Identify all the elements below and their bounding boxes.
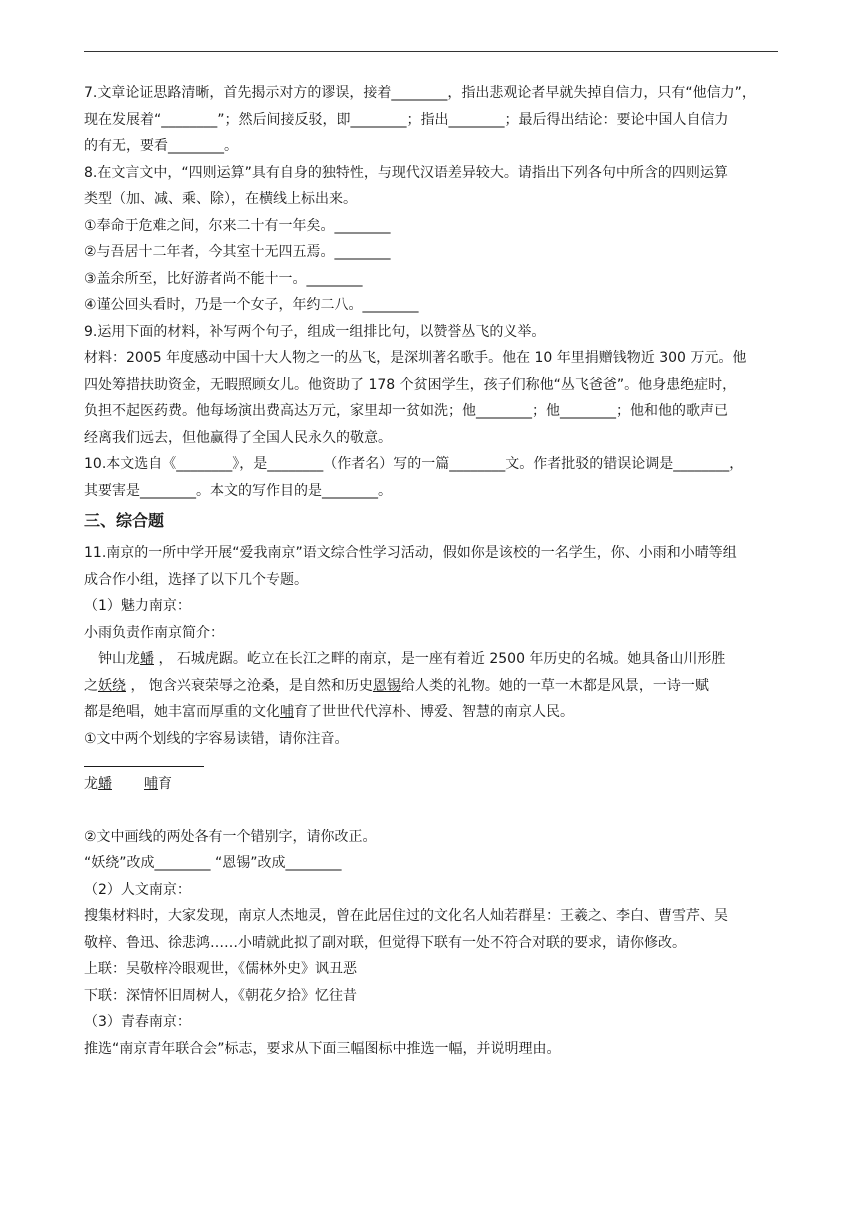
- word-list: [84, 771, 778, 798]
- q9-line: 材料：2005 年度感动中国十大人物之一的丛飞，是深圳著名歌手。他在 10 年里捐赠钱物近 300 万元。他: [84, 350, 747, 366]
- q9-line: 负担不起医药费。他每场演出费高达万元，家里却一贫如洗；他________；他________；他和他的歌声已: [84, 403, 728, 419]
- passage-text: 之: [84, 677, 98, 694]
- question-10: [84, 451, 778, 504]
- q7-line: 7.文章论证思路清晰，首先揭示对方的谬误，接着________，指出悲观论者早就失掉自信力，只有“他信力”，: [84, 85, 756, 101]
- passage-line: [84, 699, 778, 726]
- q10-line: 其要害是________。本文的写作目的是________。: [84, 482, 392, 499]
- q8-line: 类型（加、减、乘、除），在横线上标出来。: [84, 191, 357, 207]
- underlined-word: 恩锡: [372, 677, 401, 694]
- document-body: [84, 80, 778, 1062]
- question-8: [84, 160, 778, 319]
- sub-question: ①文中两个划线的字容易读错，请你注音。: [84, 730, 349, 747]
- underlined-char: 蟠: [98, 776, 112, 792]
- q7-line: 的有无，要看________。: [84, 138, 238, 154]
- part-text: 推选“南京青年联合会”标志，要求从下面三幅图标中推选一幅，并说明理由。: [84, 1040, 561, 1057]
- q8-line: 8.在文言文中，“四则运算”具有自身的独特性，与现代汉语差异较大。请指出下列各句中所含的四则运算: [84, 164, 728, 181]
- sub-question: ②文中画线的两处各有一个错别字，请你改正。: [84, 828, 377, 845]
- q11-line: 成合作小组，选择了以下几个专题。: [84, 571, 308, 588]
- underlined-char: 蟠: [140, 651, 154, 667]
- passage-text: 钟山龙: [98, 651, 140, 667]
- q9-line: 9.运用下面的材料，补写两个句子，组成一组排比句，以赞誉丛飞的义举。: [84, 323, 546, 340]
- question-11: [84, 540, 778, 1062]
- passage-line: [84, 673, 778, 700]
- q11-line: 11.南京的一所中学开展“爱我南京”语文综合性学习活动，假如你是该校的一名学生，你、小雨和小晴等组: [84, 545, 737, 561]
- underlined-char: 哺: [144, 776, 158, 792]
- underlined-char: 哺: [280, 704, 294, 720]
- word: 龙: [84, 776, 98, 792]
- question-9: [84, 319, 778, 452]
- q8-item: ①奉命于危难之间，尔来二十有一年矣。________: [84, 217, 391, 234]
- part-text: 搜集材料时，大家发现，南京人杰地灵，曾在此居住过的文化名人灿若群星：王羲之、李白、曹雪芹、吴: [84, 908, 728, 924]
- passage-text: 都是绝唱，她丰富而厚重的文化: [84, 704, 280, 720]
- q8-item: ③盖余所至，比好游者尚不能十一。________: [84, 270, 363, 287]
- section-heading: 三、综合题: [84, 511, 165, 530]
- question-7: [84, 80, 778, 160]
- underlined-word: 妖绕: [98, 677, 126, 694]
- q8-item: ②与吾居十二年者，今其室十无四五焉。________: [84, 244, 391, 260]
- q9-line: 经离我们远去，但他赢得了全国人民永久的敬意。: [84, 429, 392, 446]
- passage-text: ， 石城虎踞。屹立在长江之畔的南京，是一座有着近 2500 年历史的名城。她具备山川形胜: [154, 651, 726, 667]
- part-intro: 小雨负责作南京简介：: [84, 624, 224, 641]
- header-rule: [84, 51, 778, 52]
- part-title: （2）人文南京：: [84, 881, 191, 898]
- passage-line: [84, 646, 778, 673]
- sub-answer: “妖绕”改成________ “恩锡”改成________: [84, 855, 342, 871]
- couplet-lower: 下联：深情怀旧周树人，《朝花夕拾》忆往昔: [84, 987, 357, 1004]
- part-title: （3）青春南京：: [84, 1014, 191, 1030]
- q7-line: 现在发展着“________”；然后间接反驳，即________；指出________；最后得出结论：要论中国人自信力: [84, 111, 729, 128]
- passage-text: ， 饱含兴衰荣辱之沧桑，是自然和历史: [126, 677, 373, 694]
- answer-blank: [84, 766, 204, 767]
- word: 育: [158, 776, 172, 792]
- passage-text: 给人类的礼物。她的一草一木都是风景，一诗一赋: [400, 677, 709, 694]
- part-text: 敬梓、鲁迅、徐悲鸿……小晴就此拟了副对联，但觉得下联有一处不符合对联的要求，请你修改。: [84, 934, 686, 951]
- couplet-upper: 上联：吴敬梓冷眼观世，《儒林外史》讽丑恶: [84, 961, 357, 977]
- part-title: （1）魅力南京：: [84, 598, 191, 614]
- passage-text: 育了世世代代淳朴、博爱、智慧的南京人民。: [294, 704, 574, 720]
- q8-item: ④谨公回头看时，乃是一个女子，年约二八。________: [84, 297, 419, 313]
- q9-line: 四处筹措扶助资金，无暇照顾女儿。他资助了 178 个贫困学生，孩子们称他“丛飞爸爸”。他身患绝症时，: [84, 376, 737, 393]
- q10-line: 10.本文选自《________》，是________（作者名）写的一篇________文。作者批驳的错误论调是________，: [84, 456, 744, 472]
